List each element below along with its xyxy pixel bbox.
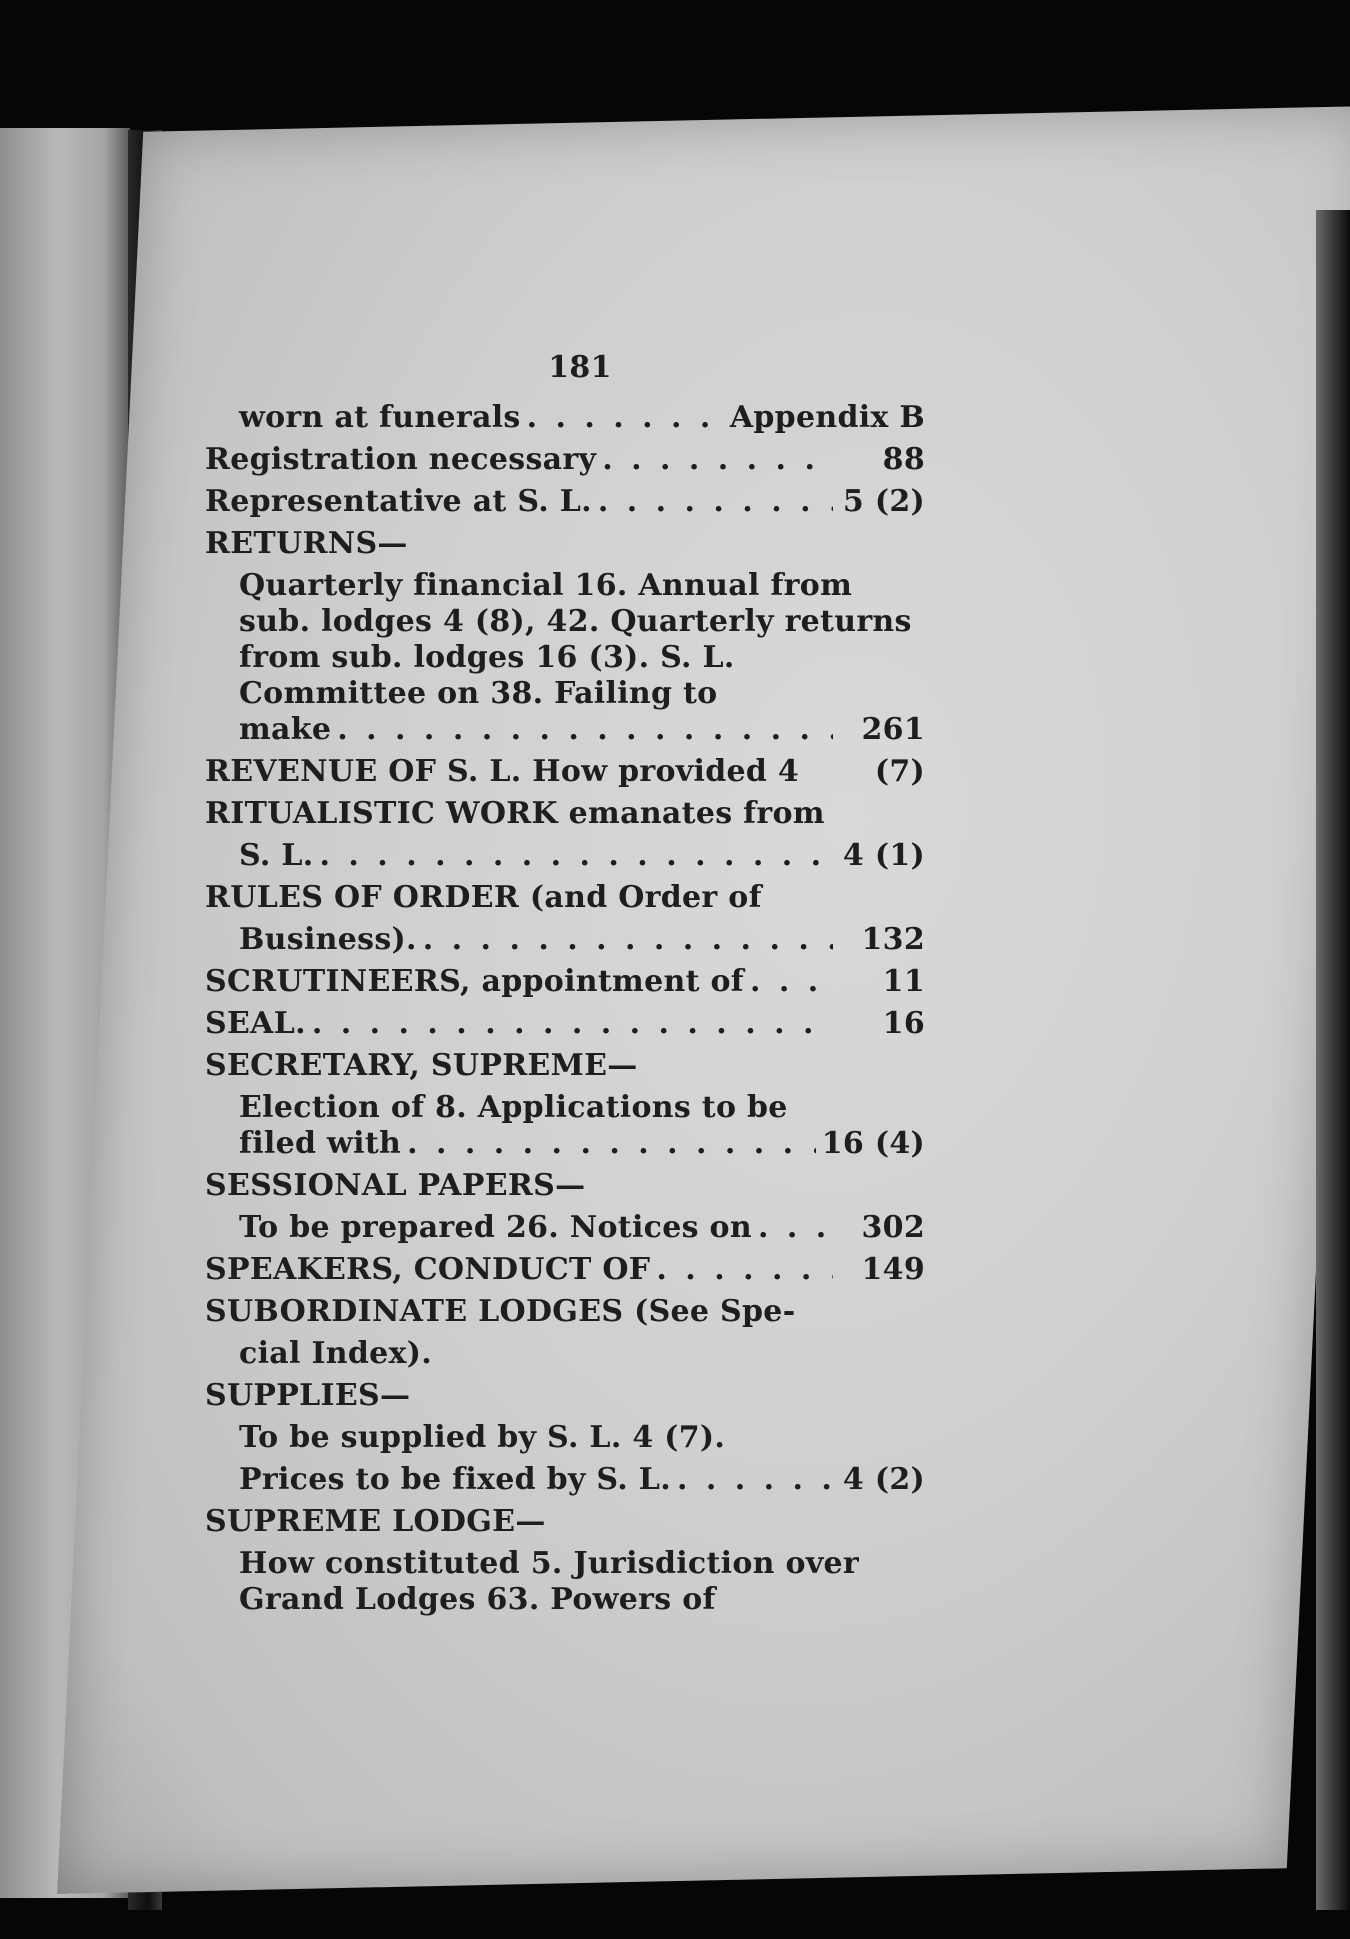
- dot-leader: [602, 442, 833, 478]
- page-reference: 149: [861, 1252, 925, 1287]
- page-reference: 16 (4): [821, 1126, 925, 1161]
- entry-text: Prices to be fixed by S. L.: [239, 1462, 671, 1497]
- entry-text: Registration necessary: [205, 442, 597, 477]
- index-entry-scrutineers: [205, 964, 925, 1000]
- page-reference: 4 (2): [842, 1462, 925, 1497]
- entry-row: [205, 1252, 925, 1288]
- entry-text: worn at funerals: [239, 400, 521, 435]
- entry-text: S. L.: [239, 838, 314, 873]
- entry-text: filed with: [239, 1126, 402, 1161]
- dot-leader: [677, 1462, 833, 1498]
- dot-leader: [758, 1210, 833, 1246]
- index-entry-supplies-line2: [205, 1462, 925, 1498]
- entry-text: REVENUE OF S. L. How provided 4: [205, 754, 800, 789]
- entry-row: [205, 922, 925, 958]
- entry-row: [205, 712, 925, 748]
- index-text-block: [205, 350, 925, 1624]
- index-entry-sessional-body: [205, 1210, 925, 1246]
- entry-heading: SESSIONAL PAPERS—: [205, 1168, 586, 1203]
- entry-text: Representative at S. L.: [205, 484, 592, 519]
- entry-heading: SUPPLIES—: [205, 1378, 411, 1413]
- entry-row: [205, 484, 925, 520]
- entry-heading: RITUALISTIC WORK emanates from: [205, 796, 825, 831]
- index-entry-supplies-head: [205, 1378, 925, 1414]
- index-entry-representative: [205, 484, 925, 520]
- dot-leader: [423, 922, 833, 958]
- index-entry-sessional-head: [205, 1168, 925, 1204]
- page-reference: 4 (1): [842, 838, 925, 873]
- dot-leader: [598, 484, 833, 520]
- entry-row: [205, 400, 925, 436]
- entry-text: cial Index).: [239, 1336, 432, 1371]
- page-reference: Appendix B: [729, 400, 925, 435]
- entry-row: [205, 1210, 925, 1246]
- index-entry-supreme-body: [205, 1546, 925, 1618]
- dot-leader: [407, 1126, 816, 1162]
- entry-body: Election of 8. Applications to be: [239, 1090, 788, 1125]
- index-entry-secretary-body: [205, 1090, 925, 1162]
- page-reference: 5 (2): [842, 484, 925, 519]
- entry-heading: SECRETARY, SUPREME—: [205, 1048, 638, 1083]
- page-reference: 132: [861, 922, 925, 957]
- dot-leader: [656, 1252, 833, 1288]
- entry-text: To be supplied by S. L. 4 (7).: [239, 1420, 726, 1455]
- entry-text: SEAL.: [205, 1006, 306, 1041]
- entry-row: [205, 754, 925, 790]
- index-entry-ritualistic-head: [205, 796, 925, 832]
- index-entry-subordinate-tail: [205, 1336, 925, 1372]
- page-number: 181: [548, 350, 612, 385]
- page-reference: 88: [882, 442, 925, 477]
- index-entry-rules-tail: [205, 922, 925, 958]
- page-reference: 302: [861, 1210, 925, 1245]
- entry-text: To be prepared 26. Notices on: [239, 1210, 752, 1245]
- entry-row: [205, 1462, 925, 1498]
- index-entry-rules-head: [205, 880, 925, 916]
- right-page-edge: [1316, 210, 1350, 1910]
- entry-row: [205, 964, 925, 1000]
- entry-body: How constituted 5. Jurisdiction over Grand Lodges 63. Powers of: [239, 1546, 860, 1617]
- dot-leader: [527, 400, 724, 436]
- entry-heading: RETURNS—: [205, 526, 408, 561]
- page-reference: 16: [882, 1006, 925, 1041]
- dot-leader: [320, 838, 833, 874]
- dot-leader: [312, 1006, 833, 1042]
- entry-row: [205, 1006, 925, 1042]
- index-entry-speakers: [205, 1252, 925, 1288]
- entry-heading: SUPREME LODGE—: [205, 1504, 546, 1539]
- entry-row: [205, 838, 925, 874]
- entry-row: [205, 1126, 925, 1162]
- index-entry-registration: [205, 442, 925, 478]
- index-entry-ritualistic-tail: [205, 838, 925, 874]
- dot-leader: [750, 964, 833, 1000]
- index-entry-revenue: [205, 754, 925, 790]
- dot-leader: [337, 712, 833, 748]
- entry-heading: SUBORDINATE LODGES (See Spe-: [205, 1294, 796, 1329]
- index-entry-returns-head: [205, 526, 925, 562]
- entry-text: SCRUTINEERS, appointment of: [205, 964, 744, 999]
- entry-body: Quarterly financial 16. Annual from sub. lodges 4 (8), 42. Quarterly returns from sub. lodges 16 (3). S. L. Committee on 38. Failing to: [239, 568, 912, 711]
- index-entries: [205, 400, 925, 1618]
- index-entry-secretary-head: [205, 1048, 925, 1084]
- page-reference: (7): [874, 754, 925, 789]
- index-entry-worn: [205, 400, 925, 436]
- index-entry-supreme-head: [205, 1504, 925, 1540]
- index-entry-seal: [205, 1006, 925, 1042]
- index-entry-returns-body: [205, 568, 925, 748]
- entry-row: [205, 442, 925, 478]
- index-entry-subordinate-head: [205, 1294, 925, 1330]
- entry-text: SPEAKERS, CONDUCT OF: [205, 1252, 651, 1287]
- entry-text: make: [239, 712, 332, 747]
- index-entry-supplies-line1: [205, 1420, 925, 1456]
- page-reference: 261: [861, 712, 925, 747]
- page-reference: 11: [882, 964, 925, 999]
- entry-text: Business).: [239, 922, 417, 957]
- entry-heading: RULES OF ORDER (and Order of: [205, 880, 762, 915]
